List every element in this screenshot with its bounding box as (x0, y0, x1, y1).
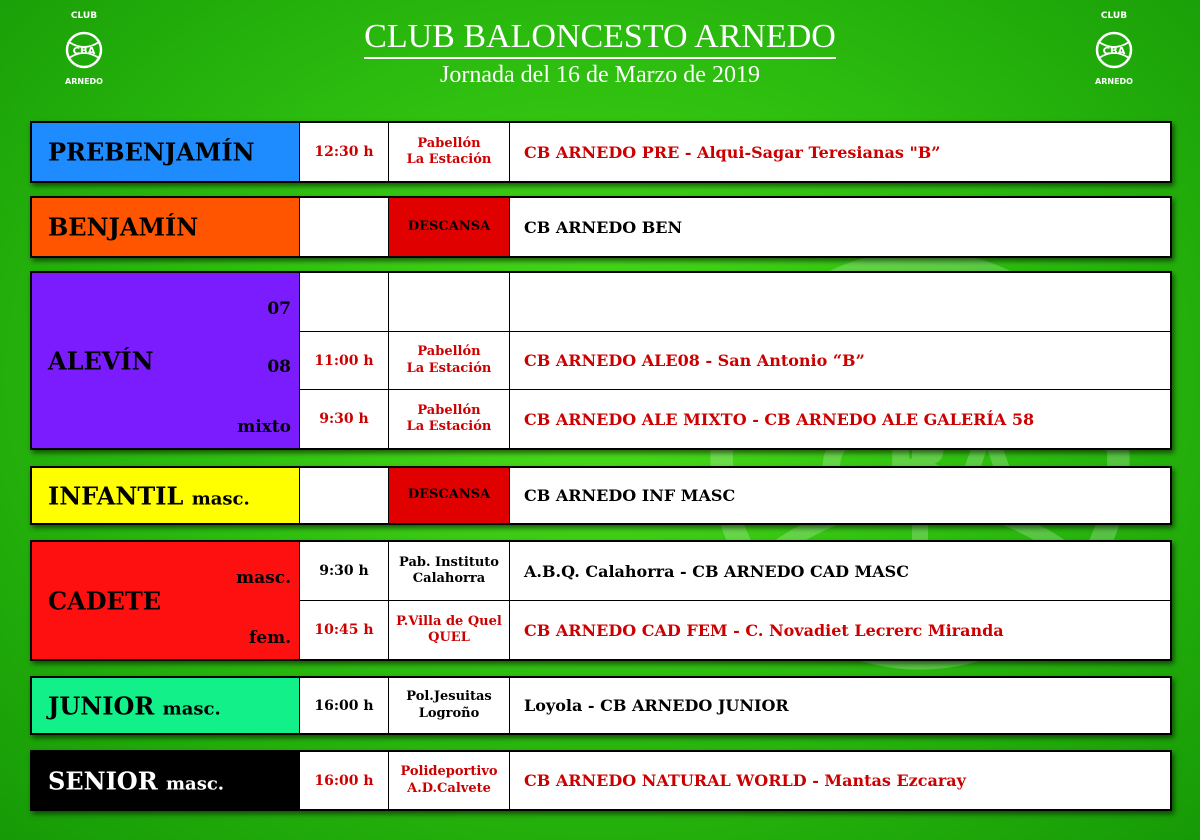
game-time: 12:30 h (300, 123, 389, 181)
sub-label: mixto (237, 417, 291, 437)
category-label: INFANTIL masc. (32, 468, 300, 523)
game-time: 9:30 h (300, 542, 389, 600)
game-time (300, 273, 389, 331)
page-subtitle: Jornada del 16 de Marzo de 2019 (440, 62, 760, 88)
svg-text:CBA: CBA (72, 46, 96, 57)
category-infantil (30, 466, 1172, 525)
svg-text:CLUB: CLUB (1100, 11, 1128, 21)
game-row (300, 123, 1170, 181)
svg-text:CBA: CBA (1102, 46, 1126, 57)
category-label: CADETE masc. fem. (32, 542, 300, 659)
game-venue: Polideportivo A.D.Calvete (389, 752, 510, 809)
sub-label: 07 (267, 299, 291, 319)
category-label: SENIOR masc. (32, 752, 300, 809)
category-label: BENJAMÍN (32, 198, 300, 256)
sub-label: fem. (248, 628, 291, 648)
rest-badge: DESCANSA (389, 198, 510, 256)
svg-text:ARNEDO: ARNEDO (65, 77, 103, 86)
game-venue: Pol.Jesuitas Logroño (389, 678, 510, 733)
game-match: CB ARNEDO ALE MIXTO - CB ARNEDO ALE GALERÍA 58 (524, 409, 1035, 429)
game-row (300, 468, 1170, 523)
game-match: CB ARNEDO INF MASC (524, 486, 736, 505)
category-senior (30, 750, 1172, 811)
game-venue: Pab. Instituto Calahorra (389, 542, 510, 600)
sub-label: masc. (236, 568, 291, 588)
game-match: CB ARNEDO ALE08 - San Antonio “B” (524, 351, 865, 370)
category-label: PREBENJAMÍN (32, 123, 300, 181)
page-title: CLUB BALONCESTO ARNEDO (0, 18, 1200, 56)
game-match: Loyola - CB ARNEDO JUNIOR (524, 696, 789, 715)
game-time: 16:00 h (300, 752, 389, 809)
game-row (300, 678, 1170, 733)
rest-badge: DESCANSA (389, 468, 510, 523)
category-label: ALEVÍN 07 08 mixto (32, 273, 300, 448)
sub-label: 08 (267, 357, 291, 377)
game-row (300, 198, 1170, 256)
game-row (300, 542, 1170, 601)
game-time (300, 198, 389, 256)
game-time: 9:30 h (300, 390, 389, 448)
svg-text:CLUB: CLUB (70, 11, 98, 21)
category-prebenjamin (30, 121, 1172, 183)
game-match: CB ARNEDO CAD FEM - C. Novadiet Lecrerc Miranda (524, 620, 1004, 640)
game-row (300, 390, 1170, 448)
svg-text:ARNEDO: ARNEDO (1095, 77, 1133, 86)
game-venue: Pabellón La Estación (389, 390, 510, 448)
game-match: CB ARNEDO BEN (524, 217, 683, 237)
category-junior (30, 676, 1172, 735)
game-venue: Pabellón La Estación (389, 332, 510, 390)
category-cadete (30, 540, 1172, 661)
game-venue: P.Villa de Quel QUEL (389, 601, 510, 659)
game-time: 11:00 h (300, 332, 389, 390)
game-time: 10:45 h (300, 601, 389, 659)
game-match: CB ARNEDO PRE - Alqui-Sagar Teresianas "B” (524, 142, 941, 162)
game-row (300, 332, 1170, 391)
game-time (300, 468, 389, 523)
game-row (300, 752, 1170, 809)
category-benjamin (30, 196, 1172, 258)
game-time: 16:00 h (300, 678, 389, 733)
game-row (300, 273, 1170, 332)
game-match: A.B.Q. Calahorra - CB ARNEDO CAD MASC (524, 561, 909, 581)
category-label: JUNIOR masc. (32, 678, 300, 733)
category-alevin (30, 271, 1172, 450)
game-venue: Pabellón La Estación (389, 123, 510, 181)
game-row (300, 601, 1170, 659)
game-match (510, 273, 1170, 331)
game-venue (389, 273, 510, 331)
game-match: CB ARNEDO NATURAL WORLD - Mantas Ezcaray (524, 771, 966, 790)
